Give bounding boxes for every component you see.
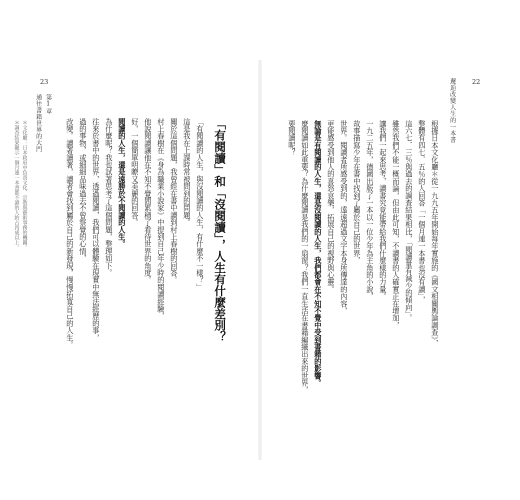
body-line: 村上春樹在《身為職業小說家》中提到自己年少時的閱讀經驗， (156, 118, 166, 320)
page-number-left: 23 (40, 78, 49, 86)
footnote: ＊文化廳：日本政府中負責文化、宗教與藝術事務的機關。 (21, 120, 28, 250)
body-line: 根據日本文化廳＊從一九九五年開始每年實施的《國文相關輿論調查》， (430, 120, 440, 347)
body-line: 世界。閱讀者所感受到的，遠遠超過文字本身所傳達的內容， (339, 120, 349, 315)
body-line: 整體有四七．五％的人回答「一個月連一本書也沒有讀」， (417, 120, 427, 304)
body-line: 更能感受到他人的喜怒哀樂，拓展自己的視野與心靈。 (326, 120, 336, 293)
body-line: 讓我們一起來思考，讀書究竟能帶給我們什麼樣的力量。 (378, 120, 388, 300)
body-line: 一九二五年，德國出版了一本以一位少年為主角的小說， (365, 120, 375, 300)
body-line: 這是我在上課時常被問到的問題。 (182, 118, 192, 226)
right-page (260, 0, 520, 500)
running-head-chapter: 第1章 (44, 94, 52, 115)
body-line: 好，一個簡單明瞭又美麗的回答。 (130, 118, 140, 226)
body-line: 關於這個問題，我曾經在書中讀到村上春樹的回答。 (169, 118, 179, 284)
body-line: 雖然我們不能一概而論，但由此可知，不讀書的人確實正在增加， (391, 120, 401, 329)
page-number-right: 22 (472, 78, 481, 86)
running-head-title-right: 邂逅改變人生的一本書 (448, 78, 456, 143)
running-head-title-left: 通往書籍世界的大門 (34, 94, 42, 153)
body-line: 麼閱讀如此重要？為什麼閱讀是我們的一扇窗？我們一直生活在書籍編織出來的世界， (300, 120, 310, 394)
body-line: 改變。讀著讀著，讀者會找到屬於自己的新發現，慢慢拓寬自己的人生。 (65, 118, 75, 349)
body-line: 往來於書中的世界，透過閱讀，我們可以體驗在現實中無法經歷的事， (91, 118, 101, 342)
body-line: 為什麼呢？我也試著思考了這個問題，整理如下。 (104, 118, 114, 277)
body-line: 這六七．三％與過去的調查結果相比，「閱讀量有減少的傾向」。 (404, 120, 414, 322)
body-line: 故事描寫少年在書中找到了屬於自己的世界， (352, 120, 362, 264)
body-line-emphasis: 閱讀的人生，還是遠勝於不閱讀的人生。 (117, 118, 127, 248)
body-line: 要閱讀呢？ (287, 120, 297, 156)
body-line: 過的事物，或細細品味過去不曾察覺的心情， (78, 118, 88, 262)
section-heading: 「有閱讀」和「沒閱讀」，人生有什麼差別？ (213, 118, 228, 343)
body-line: 「有閱讀的人生，與沒閱讀的人生，有什麼不一樣？」 (195, 118, 205, 291)
body-line-emphasis: 無論是有閱讀的人生，還是沒閱讀的人生，我們都會在不知不覺中受到書籍的影響。 (313, 120, 323, 387)
body-line: 他說閱讀讓他在不知不覺間累積了看待世界的角度。 (143, 118, 153, 284)
footnote: ＊調查結果顯示一個月連一本書都不讀的人約占四成以上。 (13, 120, 20, 250)
